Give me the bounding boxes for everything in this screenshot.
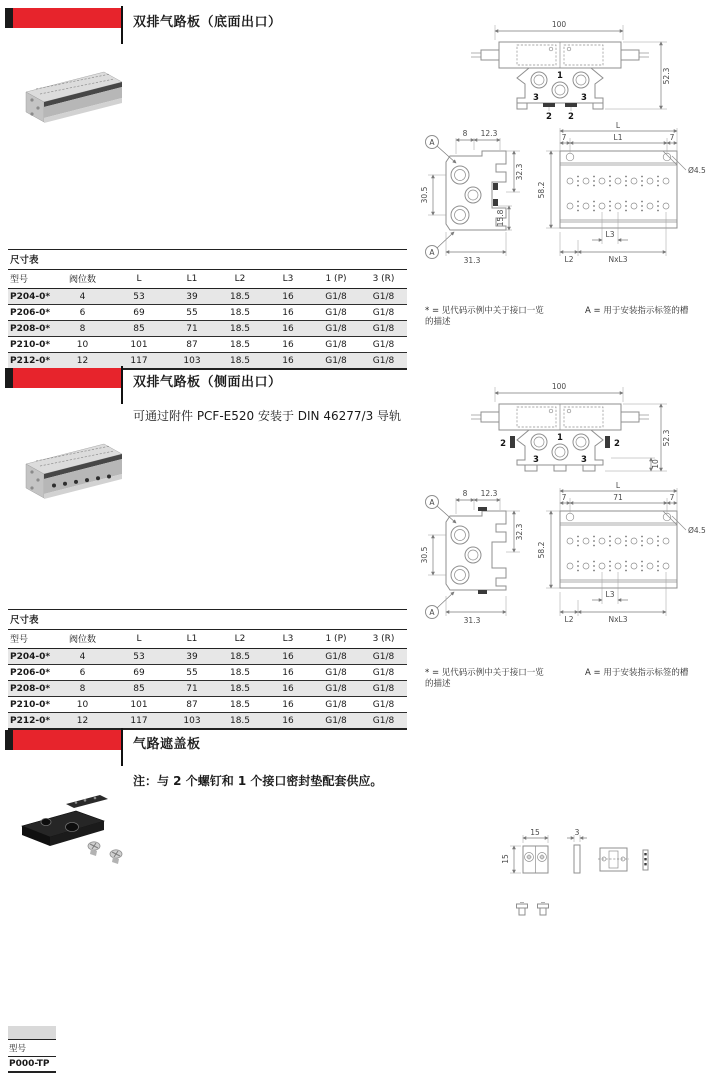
column-header: L2 — [216, 630, 264, 649]
value-cell: G1/8 — [360, 681, 407, 697]
screw-icon — [538, 903, 549, 916]
value-cell: G1/8 — [360, 289, 407, 305]
callout-a-bottom: A — [429, 248, 435, 257]
table-row — [8, 289, 407, 305]
value-cell: G1/8 — [312, 321, 360, 337]
column-header: 3 (R) — [360, 630, 407, 649]
value-cell: 4 — [55, 289, 110, 305]
model-cell: P208-0* — [8, 321, 55, 337]
dim-L3: L3 — [605, 590, 615, 599]
dim-52.3: 52.3 — [662, 429, 671, 447]
value-cell: G1/8 — [312, 337, 360, 353]
value-cell: 117 — [110, 353, 168, 370]
table-caption: 尺寸表 — [8, 609, 407, 630]
dim-L2: L2 — [564, 255, 574, 264]
value-cell: 85 — [110, 681, 168, 697]
dim-L: L — [615, 121, 621, 130]
product-photo-manifold-side-outlet — [8, 428, 133, 508]
column-header: 1 (P) — [312, 630, 360, 649]
value-cell: G1/8 — [312, 697, 360, 713]
dim-L2: L2 — [564, 615, 574, 624]
value-cell: 16 — [264, 305, 312, 321]
product-photo-cover-plate — [8, 788, 143, 878]
dim-15-width: 15 — [530, 828, 540, 837]
model-cell: P212-0* — [8, 353, 55, 370]
value-cell: 16 — [264, 681, 312, 697]
port-label-2-right: 2 — [568, 112, 574, 122]
model-table-header-swatch — [8, 1026, 56, 1040]
value-cell: 16 — [264, 337, 312, 353]
value-cell: 53 — [110, 289, 168, 305]
value-cell: G1/8 — [312, 649, 360, 665]
value-cell: 10 — [55, 337, 110, 353]
model-cell: P204-0* — [8, 649, 55, 665]
column-header: L3 — [264, 630, 312, 649]
value-cell: 18.5 — [216, 681, 264, 697]
table-row — [8, 649, 407, 665]
value-cell: 87 — [168, 697, 216, 713]
section1-title: 双排气路板（底面出口） — [133, 15, 282, 30]
section3-model-table — [8, 1026, 56, 1073]
dim-10: 10 — [651, 459, 660, 469]
value-cell: G1/8 — [312, 305, 360, 321]
dim-L1: L1 — [613, 133, 623, 142]
model-cell: P206-0* — [8, 305, 55, 321]
value-cell: 16 — [264, 665, 312, 681]
value-cell: 18.5 — [216, 665, 264, 681]
value-cell: 55 — [168, 665, 216, 681]
column-header: 型号 — [8, 270, 55, 289]
port-label-3-right: 3 — [581, 455, 587, 465]
port-label-3-left: 3 — [533, 455, 539, 465]
dim-8: 8 — [462, 129, 468, 138]
dim-7-left: 7 — [561, 133, 567, 142]
section2-title: 双排气路板（侧面出口） — [133, 375, 282, 390]
dimension-table — [8, 630, 407, 730]
hole-pattern-row — [567, 176, 669, 187]
model-cell: P000-TP — [8, 1057, 56, 1073]
value-cell: 18.5 — [216, 289, 264, 305]
value-cell: 101 — [110, 337, 168, 353]
dim-L3: L3 — [605, 230, 615, 239]
table-row — [8, 321, 407, 337]
column-header: 1 (P) — [312, 270, 360, 289]
value-cell: 6 — [55, 665, 110, 681]
value-cell: 18.5 — [216, 697, 264, 713]
table-row — [8, 681, 407, 697]
section2-subtitle: 可通过附件 PCF-E520 安装于 DIN 46277/3 导轨 — [133, 409, 402, 423]
value-cell: 12 — [55, 713, 110, 730]
dim-dia-4.5: Ø4.5 — [688, 166, 706, 175]
banner-divider — [121, 6, 123, 44]
value-cell: 16 — [264, 289, 312, 305]
section1-footnote-star: * = 见代码示例中关于接口一览 的描述 — [425, 306, 544, 328]
dim-NxL3: NxL3 — [608, 615, 628, 624]
value-cell: G1/8 — [312, 665, 360, 681]
section1-dimension-table-block — [8, 249, 407, 370]
port-label-1: 1 — [557, 71, 563, 81]
hole-pattern-row — [567, 536, 669, 547]
value-cell: 103 — [168, 353, 216, 370]
callout-a-top: A — [429, 138, 435, 147]
dim-30.5: 30.5 — [420, 546, 429, 564]
value-cell: 53 — [110, 649, 168, 665]
value-cell: 16 — [264, 697, 312, 713]
dim-100: 100 — [551, 382, 567, 391]
dim-7-left: 7 — [561, 493, 567, 502]
column-header: L2 — [216, 270, 264, 289]
section3-banner — [5, 730, 121, 750]
value-cell: 69 — [110, 665, 168, 681]
value-cell: 103 — [168, 713, 216, 730]
dimension-table — [8, 270, 407, 370]
value-cell: 18.5 — [216, 649, 264, 665]
table-row — [8, 697, 407, 713]
port-label-3-right: 3 — [581, 93, 587, 103]
model-cell: P208-0* — [8, 681, 55, 697]
value-cell: G1/8 — [360, 649, 407, 665]
value-cell: 85 — [110, 321, 168, 337]
dim-58.2: 58.2 — [537, 181, 546, 199]
value-cell: 16 — [264, 321, 312, 337]
model-cell: P212-0* — [8, 713, 55, 730]
product-photo-manifold-bottom-outlet — [8, 58, 133, 133]
value-cell: 6 — [55, 305, 110, 321]
dim-7-right: 7 — [669, 133, 675, 142]
section1-side-top-view-drawing — [420, 120, 728, 270]
value-cell: G1/8 — [360, 697, 407, 713]
value-cell: 16 — [264, 713, 312, 730]
column-header: L — [110, 270, 168, 289]
port-label-2-left: 2 — [500, 439, 506, 449]
value-cell: G1/8 — [360, 713, 407, 730]
table-row — [8, 353, 407, 370]
section1-banner — [5, 8, 121, 28]
column-header: L3 — [264, 270, 312, 289]
hole-pattern-row — [567, 201, 669, 212]
dim-12.3: 12.3 — [480, 129, 498, 138]
banner-black-square — [5, 8, 13, 28]
screw-icon — [517, 903, 528, 916]
column-header: L1 — [168, 630, 216, 649]
value-cell: 71 — [168, 321, 216, 337]
dim-100: 100 — [551, 20, 567, 29]
column-header: L1 — [168, 270, 216, 289]
dim-30.5: 30.5 — [420, 186, 429, 204]
value-cell: G1/8 — [312, 289, 360, 305]
value-cell: G1/8 — [312, 713, 360, 730]
dim-8: 8 — [462, 489, 468, 498]
value-cell: 55 — [168, 305, 216, 321]
banner-black-square — [5, 730, 13, 750]
model-table-header: 型号 — [8, 1040, 56, 1057]
callout-a-top: A — [429, 498, 435, 507]
value-cell: 18.5 — [216, 321, 264, 337]
value-cell: 8 — [55, 321, 110, 337]
section1-footnote-a: A = 用于安装指示标签的槽 — [585, 306, 689, 316]
table-row — [8, 713, 407, 730]
table-row — [8, 337, 407, 353]
value-cell: G1/8 — [312, 353, 360, 370]
value-cell: 12 — [55, 353, 110, 370]
section3-cover-plate-drawing — [495, 826, 705, 938]
callout-a-bottom: A — [429, 608, 435, 617]
column-header: 型号 — [8, 630, 55, 649]
model-cell: P206-0* — [8, 665, 55, 681]
dim-NxL3: NxL3 — [608, 255, 628, 264]
banner-black-square — [5, 368, 13, 388]
column-header: 3 (R) — [360, 270, 407, 289]
value-cell: 8 — [55, 681, 110, 697]
section1-front-view-drawing — [425, 8, 715, 122]
value-cell: 10 — [55, 697, 110, 713]
value-cell: G1/8 — [360, 305, 407, 321]
value-cell: 101 — [110, 697, 168, 713]
dim-52.3: 52.3 — [662, 67, 671, 85]
column-header: 阀位数 — [55, 270, 110, 289]
section3-note: 注：与 2 个螺钉和 1 个接口密封垫配套供应。 — [133, 774, 383, 788]
value-cell: 18.5 — [216, 713, 264, 730]
column-header: 阀位数 — [55, 630, 110, 649]
dim-12.3: 12.3 — [480, 489, 498, 498]
dim-31.3: 31.3 — [463, 616, 481, 625]
section3-title: 气路遮盖板 — [133, 737, 201, 752]
column-header: L — [110, 630, 168, 649]
dim-32.3: 32.3 — [515, 163, 524, 181]
value-cell: 117 — [110, 713, 168, 730]
dim-15.8: 15.8 — [496, 209, 505, 227]
table-caption: 尺寸表 — [8, 249, 407, 270]
value-cell: G1/8 — [360, 353, 407, 370]
dim-dia-4.5: Ø4.5 — [688, 526, 706, 535]
port-label-3-left: 3 — [533, 93, 539, 103]
port-label-1: 1 — [557, 433, 563, 443]
port-label-2-left: 2 — [546, 112, 552, 122]
section2-dimension-table-block — [8, 609, 407, 730]
model-cell: P204-0* — [8, 289, 55, 305]
value-cell: 18.5 — [216, 305, 264, 321]
model-cell: P210-0* — [8, 337, 55, 353]
value-cell: 16 — [264, 353, 312, 370]
value-cell: 18.5 — [216, 337, 264, 353]
value-cell: G1/8 — [360, 337, 407, 353]
hole-pattern-row — [567, 561, 669, 572]
dim-L: L — [615, 481, 621, 490]
banner-red-bar — [13, 368, 121, 388]
dim-7-right: 7 — [669, 493, 675, 502]
dim-31.3: 31.3 — [463, 256, 481, 265]
section2-banner — [5, 368, 121, 388]
dim-71: 71 — [613, 493, 623, 502]
value-cell: G1/8 — [312, 681, 360, 697]
dim-3-thickness: 3 — [574, 828, 580, 837]
banner-divider — [121, 728, 123, 766]
value-cell: G1/8 — [360, 665, 407, 681]
value-cell: 4 — [55, 649, 110, 665]
banner-divider — [121, 366, 123, 404]
section2-side-top-view-drawing — [420, 480, 728, 630]
dim-15-height: 15 — [501, 854, 510, 864]
value-cell: 39 — [168, 289, 216, 305]
model-cell: P210-0* — [8, 697, 55, 713]
dim-58.2: 58.2 — [537, 541, 546, 559]
dim-32.3: 32.3 — [515, 523, 524, 541]
port-label-2-right: 2 — [614, 439, 620, 449]
value-cell: 16 — [264, 649, 312, 665]
value-cell: 69 — [110, 305, 168, 321]
section2-footnote-a: A = 用于安装指示标签的槽 — [585, 668, 689, 678]
value-cell: 87 — [168, 337, 216, 353]
value-cell: 71 — [168, 681, 216, 697]
value-cell: 39 — [168, 649, 216, 665]
table-row — [8, 305, 407, 321]
section2-front-view-drawing — [425, 370, 715, 484]
value-cell: G1/8 — [360, 321, 407, 337]
value-cell: 18.5 — [216, 353, 264, 370]
banner-red-bar — [13, 8, 121, 28]
banner-red-bar — [13, 730, 121, 750]
table-row — [8, 665, 407, 681]
section2-footnote-star: * = 见代码示例中关于接口一览 的描述 — [425, 668, 544, 690]
